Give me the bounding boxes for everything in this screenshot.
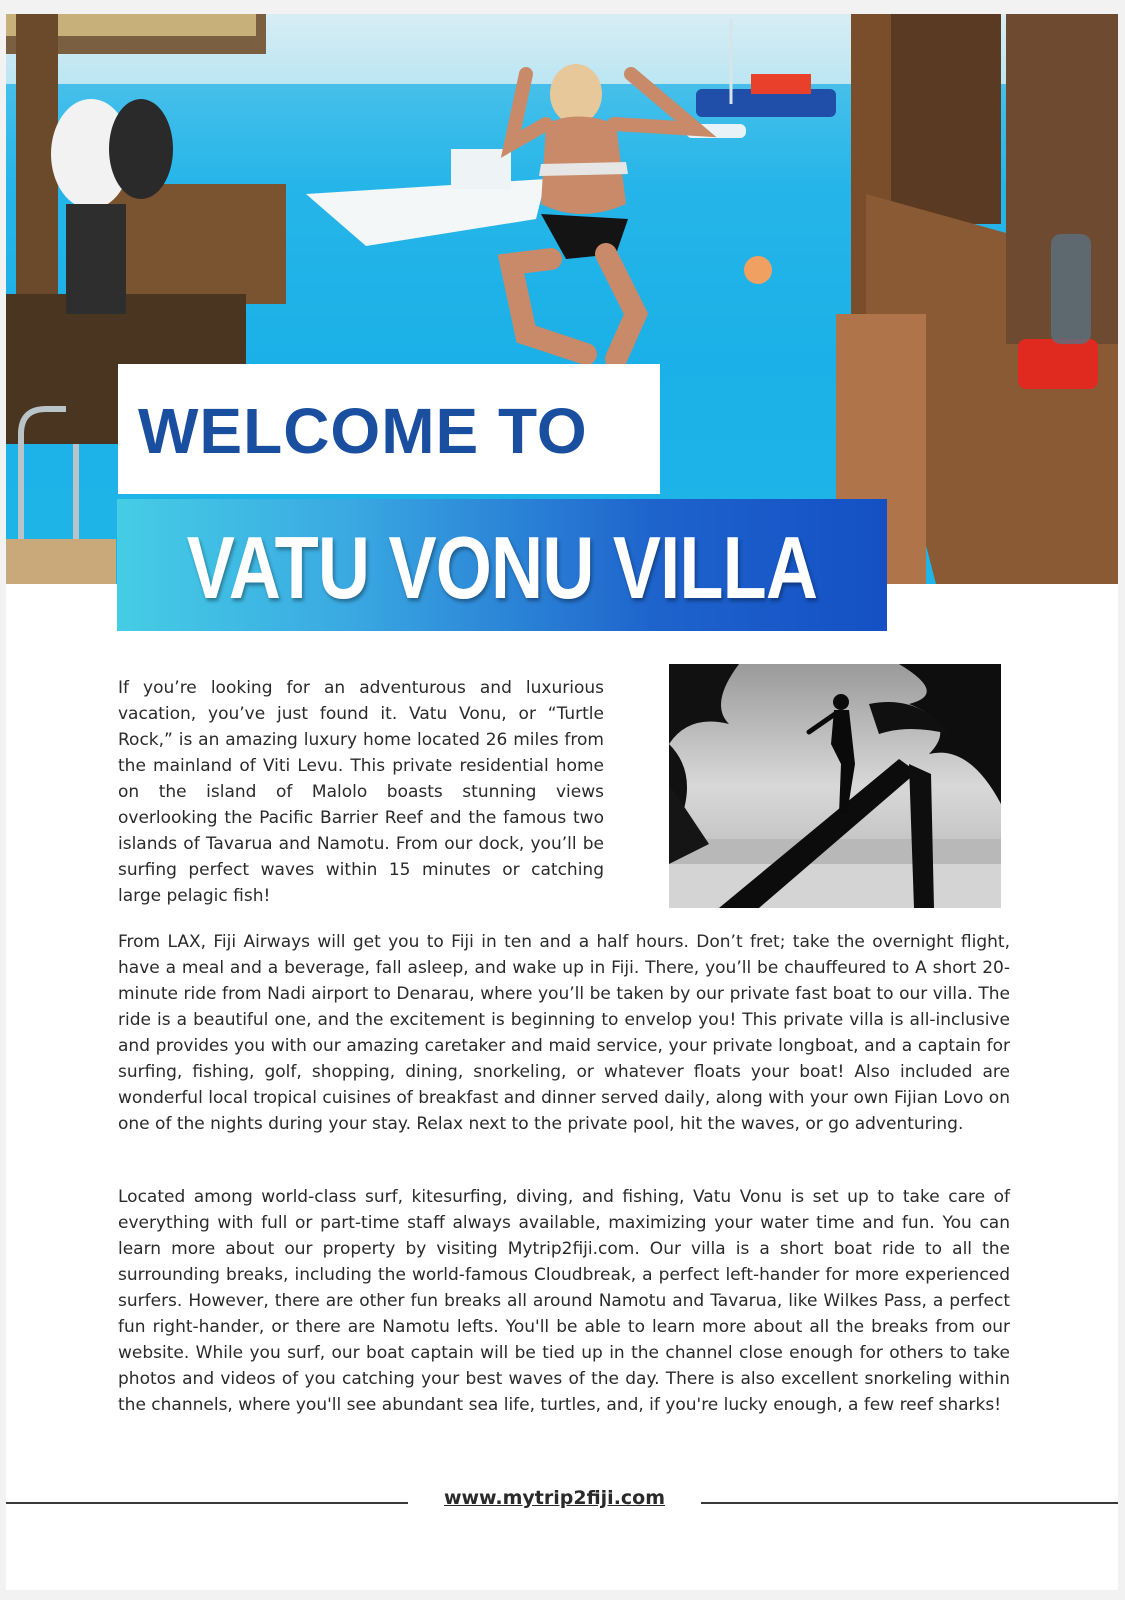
villa-name-heading: VATU VONU VILLA	[186, 518, 818, 617]
welcome-banner	[118, 364, 660, 494]
villa-name-banner	[117, 499, 887, 631]
welcome-heading: WELCOME TO	[138, 395, 588, 467]
footer-divider-left	[6, 1502, 408, 1504]
brochure-page	[6, 14, 1118, 1590]
silhouette-palm-photo	[669, 664, 1001, 908]
intro-paragraph: If you’re looking for an adventurous and luxurious vacation, you’ve just found it. Vatu Vonu, or “Turtle Rock,” is an amazing luxury home located 26 miles from the mainland of Viti Levu. This private residential home on the island of Malolo boasts stunning views overlooking the Pacific Barrier Reef and the famous two islands of Tavarua and Namotu. From our dock, you’ll be surfing perfect waves within 15 minutes or catching large pelagic fish!	[118, 678, 604, 906]
travel-paragraph: From LAX, Fiji Airways will get you to Fiji in ten and a half hours. Don’t fret; take the overnight flight, have a meal and a beverage, fall asleep, and wake up in Fiji. There, you’ll be chauffeured to A short 20-minute ride from Nadi airport to Denarau, where you’ll be taken by our private fast boat to our villa. The ride is a beautiful one, and the excitement is beginning to envelop you! This private villa is all-inclusive and provides you with our amazing caretaker and maid service, your private longboat, and a captain for surfing, fishing, golf, shopping, dining, snorkeling, or whatever floats your boat! Also included are wonderful local tropical cuisines of breakfast and dinner served daily, along with your own Fijian Lovo on one of the nights during your stay. Relax next to the private pool, hit the waves, or go adventuring.	[118, 932, 1010, 1134]
palm-silhouette-scene	[669, 664, 1001, 908]
footer-divider-right	[701, 1502, 1118, 1504]
footer-website-link[interactable]: www.mytrip2fiji.com	[443, 1487, 666, 1509]
surf-paragraph: Located among world-class surf, kitesurfing, diving, and fishing, Vatu Vonu is set up to take care of everything with full or part-time staff always available, maximizing your water time and fun. You can learn more about our property by visiting Mytrip2fiji.com. Our villa is a short boat ride to all the surrounding breaks, including the world-famous Cloudbreak, a perfect left-hander for more experienced surfers. However, there are other fun breaks all around Namotu and Tavarua, like Wilkes Pass, a perfect fun right-hander, or there are Namotu lefts. You'll be able to learn more about all the breaks from our website. While you surf, our boat captain will be tied up in the channel close enough for others to take photos and videos of you catching your best waves of the day. There is also excellent snorkeling within the channels, where you'll see abundant sea life, turtles, and, if you're lucky enough, a few reef sharks!	[118, 1187, 1010, 1415]
